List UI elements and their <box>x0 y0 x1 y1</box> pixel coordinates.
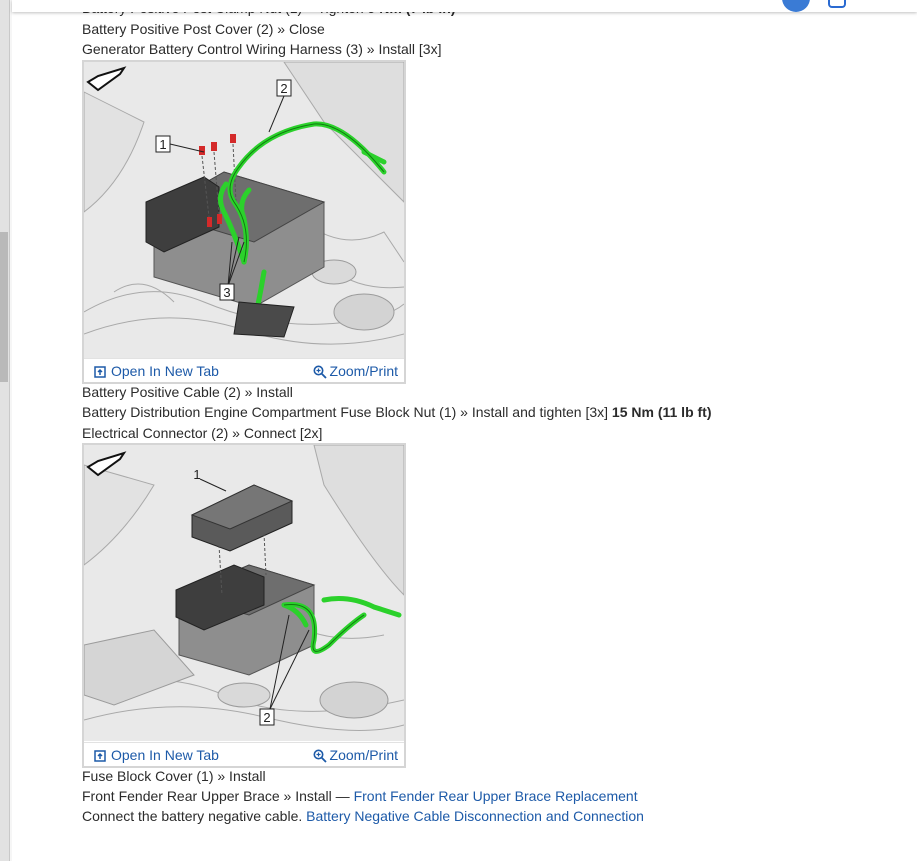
user-avatar[interactable] <box>782 0 810 12</box>
callout-label: 2 <box>263 710 271 725</box>
zoom-print-button[interactable] <box>313 743 398 767</box>
callout-2 <box>260 709 274 725</box>
figure-harness-install <box>82 60 406 384</box>
callout-label: 1 <box>193 467 201 482</box>
step-text: Battery Distribution Engine Compartment Fuse Block Nut (1) » Install and tighten [3x] <box>82 404 609 420</box>
open-in-new-tab-button[interactable] <box>94 743 219 767</box>
figure-toolbar <box>84 742 404 766</box>
chat-icon[interactable] <box>828 0 846 8</box>
left-scrollbar[interactable] <box>0 0 10 861</box>
link-front-fender-brace-replacement[interactable]: Front Fender Rear Upper Brace Replacement <box>353 788 638 804</box>
zoom-print-button[interactable] <box>313 359 398 383</box>
link-battery-negative-cable[interactable]: Battery Negative Cable Disconnection and Connection <box>306 808 644 824</box>
open-new-tab-icon <box>94 366 106 378</box>
magnifier-zoom-icon <box>313 749 327 763</box>
open-in-new-tab-label: Open In New Tab <box>111 747 219 763</box>
zoom-print-label: Zoom/Print <box>329 747 398 763</box>
torque-spec: 15 Nm (11 lb ft) <box>611 404 712 420</box>
callout-2 <box>277 80 291 96</box>
illustration-fuse-block <box>84 445 404 741</box>
zoom-print-label: Zoom/Print <box>329 363 398 379</box>
step-text: Front Fender Rear Upper Brace » Install — <box>82 788 350 804</box>
callout-1 <box>193 467 200 482</box>
figure-toolbar <box>84 358 404 382</box>
procedure-content <box>12 0 917 861</box>
step-text: Battery Positive Cable (2) » Install <box>82 384 293 400</box>
callout-label: 2 <box>280 81 288 96</box>
step-text: Fuse Block Cover (1) » Install <box>82 768 266 784</box>
step-text: Generator Battery Control Wiring Harness (3) » Install [3x] <box>82 41 442 57</box>
magnifier-zoom-icon <box>313 365 327 379</box>
step-text: Electrical Connector (2) » Connect [2x] <box>82 425 323 441</box>
callout-label: 1 <box>159 137 167 152</box>
callout-3 <box>220 284 234 300</box>
callout-1 <box>156 136 170 152</box>
open-in-new-tab-label: Open In New Tab <box>111 363 219 379</box>
step-text: Battery Positive Post Cover (2) » Close <box>82 21 325 37</box>
step-text: Connect the battery negative cable. <box>82 808 303 824</box>
left-scrollbar-thumb[interactable] <box>0 232 8 382</box>
illustration-generator-harness <box>84 62 404 358</box>
figure-connector-install <box>82 443 406 768</box>
open-new-tab-icon <box>94 750 106 762</box>
callout-label: 3 <box>223 285 231 300</box>
open-in-new-tab-button[interactable] <box>94 359 219 383</box>
top-toolbar <box>12 0 917 12</box>
